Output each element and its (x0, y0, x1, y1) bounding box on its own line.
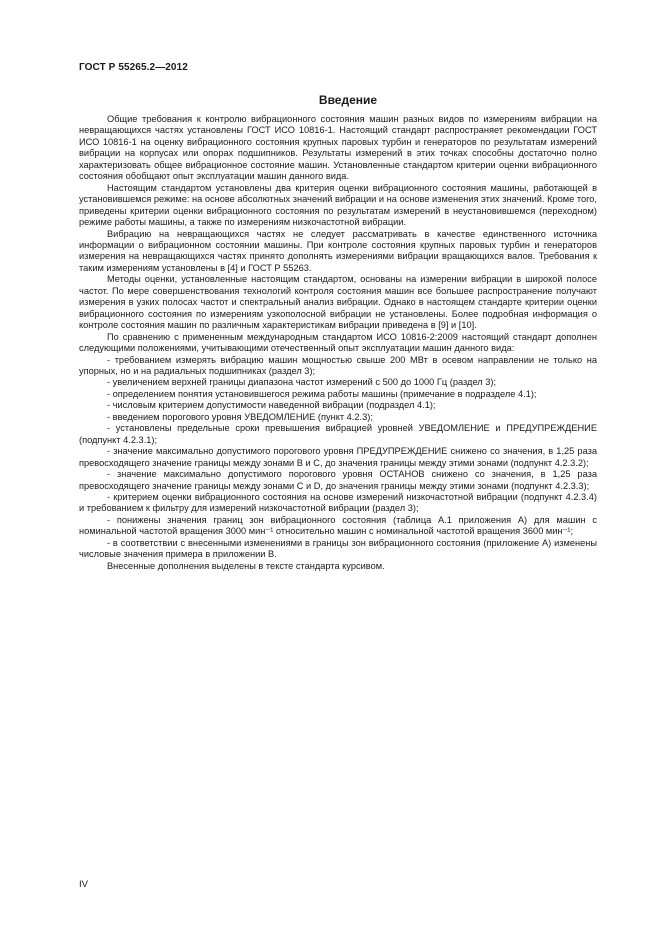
document-code-header: ГОСТ Р 55265.2—2012 (79, 62, 188, 73)
list-item: - значение максимально допустимого порогового уровня ОСТАНОВ снижено со значения, в 1,25 раза превосходящего значение границы между зонами С и D, до значения границы между этими зонами (подпункт 4.2.3.3); (79, 469, 597, 491)
list-item: - установлены предельные сроки превышения вибрацией уровней УВЕДОМЛЕНИЕ и ПРЕДУПРЕЖДЕНИЕ (подпункт 4.2.3.1); (79, 423, 597, 445)
section-title: Введение (318, 93, 378, 107)
body-text (79, 114, 597, 572)
list-item: - требованием измерять вибрацию машин мощностью свыше 200 МВт в осевом направлении не только на упорных, но и на радиальных подшипниках (раздел 3); (79, 354, 597, 376)
list-item: - значение максимально допустимого порогового уровня ПРЕДУПРЕЖДЕНИЕ снижено со значения, в 1,25 раза превосходящего значение границы между зонами В и С, до значения границы между этими зонами (подпункт 4.2.3.2); (79, 446, 597, 468)
list-item: - определением понятия установившегося режима работы машины (примечание в подразделе 4.1); (107, 388, 537, 399)
list-item: - в соответствии с внесенными изменениями в границы зон вибрационного состояния (приложение А) изменены числовые значения примера в приложении В. (79, 537, 597, 560)
list-item: - увеличением верхней границы диапазона частот измерений с 500 до 1000 Гц (раздел 3); (107, 377, 497, 388)
paragraph: Вибрацию на невращающихся частях не следует рассматривать в качестве единственного источника информации о вибрационном состоянии машины. При контроле состояния крупных паровых турбин и генераторов измерения на невращающихся частях принято дополнять измерениями вибрации вращающихся валов. Требования к таким измерениям установлены в [4] и ГОСТ Р 55263. (79, 228, 597, 273)
paragraph: Настоящим стандартом установлены два критерия оценки вибрационного состояния машины, работающей в установившемся режиме: на основе абсолютных значений вибрации и на основе изменения этих значений. Кроме того, приведены критерии оценки вибрационного состояния по результатам измерений в неустановившемся (переходном) режиме работы машины, а также по измерениям низкочастотной вибрации. (79, 182, 597, 228)
paragraph: По сравнению с примененным международным стандартом ИСО 10816-2:2009 настоящий стандарт дополнен следующими положениями, учитывающими отечественный опыт эксплуатации машин данного вида: (79, 331, 597, 354)
list-item: - критерием оценки вибрационного состояния на основе измерений низкочастотной вибрации (подпункт 4.2.3.4) и требованием к фильтру для измерений низкочастотной вибрации (раздел 3); (79, 491, 597, 514)
page-number: IV (79, 879, 88, 890)
paragraph: Внесенные дополнения выделены в тексте стандарта курсивом. (107, 560, 385, 571)
list-item: - числовым критерием допустимости наведенной вибрации (подраздел 4.1); (107, 400, 436, 411)
paragraph: Общие требования к контролю вибрационного состояния машин разных видов по измерениям вибрации на невращающихся частях установлены ГОСТ ИСО 10816-1. Настоящий стандарт распространяет рекомендации ГОСТ ИСО 10816-1 на оценку вибрационного состояния крупных паровых турбин и генераторов по результатам измерений вибрации на корпусах или опорах подшипников. Результаты измерений в этих точках способны достаточно полно характеризовать общее вибрационное состояние машин. Установленные стандартом критерии оценки вибрационного состояния обобщают опыт эксплуатации машин данного вида. (79, 114, 597, 182)
list-item: - понижены значения границ зон вибрационного состояния (таблица А.1 приложения А) для машин с номинальной частотой вращения 3000 мин⁻¹ относительно машин с номинальной частотой вращения 3600 мин⁻¹; (79, 514, 597, 537)
paragraph: Методы оценки, установленные настоящим стандартом, основаны на измерении вибрации в широкой полосе частот. По мере совершенствования технологий контроля состояния машин все большее распространение получают измерения в узких полосах частот и спектральный анализ вибрации. Однако в настоящем стандарте критерии оценки вибрационного состояния по измерениям узкополосной вибрации не установлены. Более подробная информация о контроле состояния машин по различным характеристикам вибрации приведена в [9] и [10]. (79, 274, 597, 331)
list-item: - введением порогового уровня УВЕДОМЛЕНИЕ (пункт 4.2.3); (107, 411, 373, 422)
